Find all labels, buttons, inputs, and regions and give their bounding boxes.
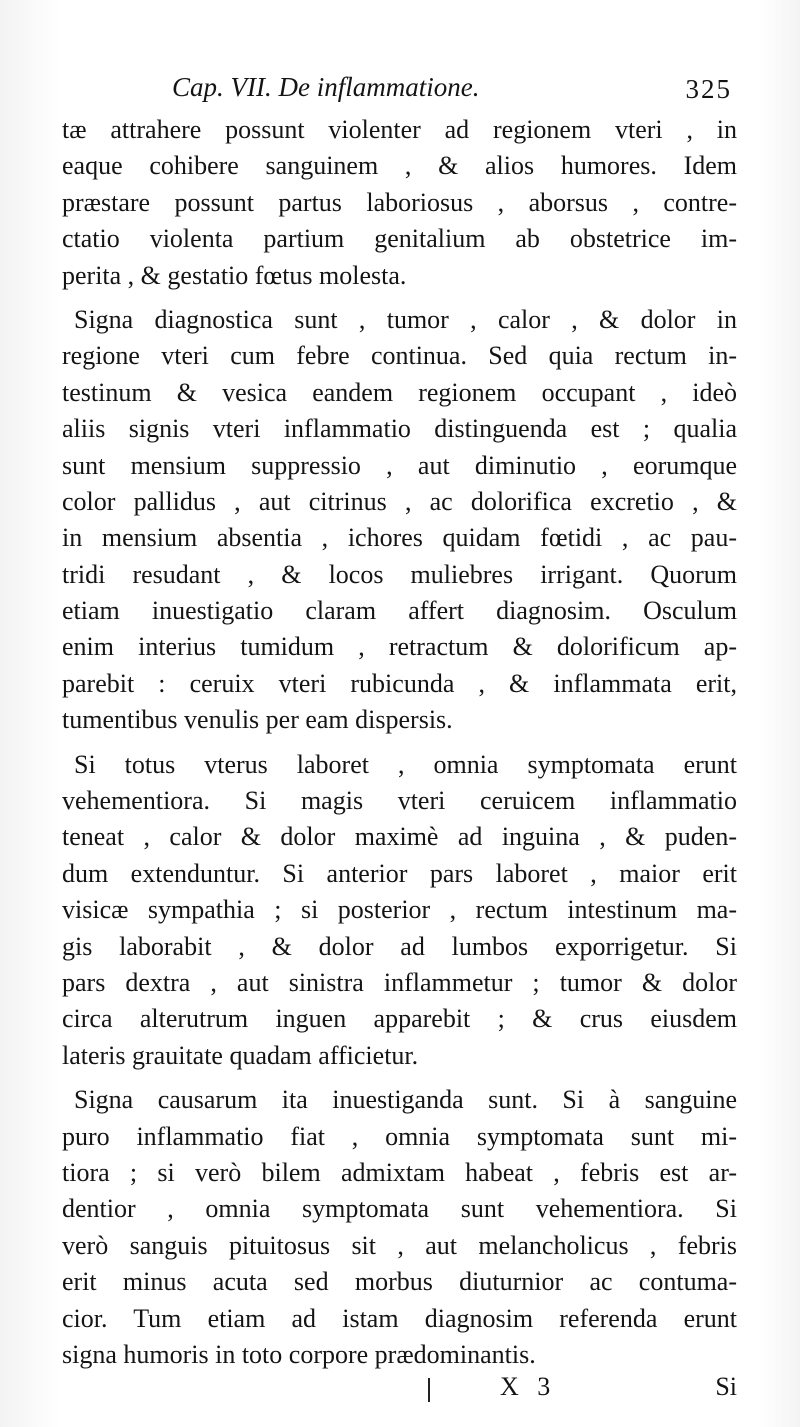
running-header — [172, 72, 732, 112]
text-line: etiam inuestigatio claram affert diagnosim. Osculum — [62, 596, 737, 626]
page-footer — [62, 1372, 737, 1412]
text-line: Si totus vterus laboret , omnia symptomata erunt — [74, 749, 737, 779]
text-line: pars dextra , aut sinistra inflammetur ; tumor & dolor — [62, 967, 737, 997]
text-body — [62, 112, 737, 1373]
text-line: gis laborabit , & dolor ad lumbos exporrigetur. Si — [62, 931, 737, 961]
paragraph — [62, 747, 737, 1075]
catchword: Si — [715, 1372, 737, 1401]
text-line: ctatio violenta partium genitalium ab obstetrice im- — [62, 224, 737, 254]
text-line: sunt mensium suppressio , aut diminutio , eorumque — [62, 450, 737, 480]
text-line: erit minus acuta sed morbus diuturnior ac contuma- — [62, 1267, 737, 1297]
page-number: 325 — [685, 74, 732, 104]
text-line: enim interius tumidum , retractum & dolorificum ap- — [62, 632, 737, 662]
text-line: puro inflammatio fiat , omnia symptomata sunt mi- — [62, 1121, 737, 1151]
text-line: visicæ sympathia ; si posterior , rectum intestinum ma- — [62, 895, 737, 925]
text-line: color pallidus , aut citrinus , ac dolorifica excretio , & — [62, 486, 737, 516]
paragraph-gap — [62, 294, 737, 302]
paragraph — [62, 1082, 737, 1373]
running-title: Cap. VII. De inflammatione. — [172, 72, 480, 102]
text-line: regione vteri cum febre continua. Sed quia rectum in- — [62, 341, 737, 371]
margin-mark — [428, 1378, 430, 1402]
paragraph-gap — [62, 739, 737, 747]
text-line: circa alterutrum inguen apparebit ; & crus eiusdem — [62, 1004, 737, 1034]
text-line: in mensium absentia , ichores quidam fœtidi , ac pau- — [62, 523, 737, 553]
text-line: dum extenduntur. Si anterior pars laboret , maior erit — [62, 858, 737, 888]
text-line: dentior , omnia symptomata sunt vehementiora. Si — [62, 1194, 737, 1224]
text-line: eaque cohibere sanguinem , & alios humores. Idem — [62, 151, 737, 181]
paragraph — [62, 302, 737, 739]
text-line: tiora ; si verò bilem admixtam habeat , febris est ar- — [62, 1157, 737, 1187]
text-line: perita , & gestatio fœtus molesta. — [62, 260, 407, 290]
paragraph-gap — [62, 1074, 737, 1082]
text-line: Signa causarum ita inuestiganda sunt. Si à sanguine — [74, 1085, 737, 1115]
text-line: lateris grauitate quadam afficietur. — [62, 1040, 419, 1070]
text-line: Signa diagnostica sunt , tumor , calor , & dolor in — [74, 304, 737, 334]
text-line: verò sanguis pituitosus sit , aut melancholicus , febris — [62, 1230, 737, 1260]
text-line: teneat , calor & dolor maximè ad inguina , & puden- — [62, 822, 737, 852]
text-line: vehementiora. Si magis vteri ceruicem inflammatio — [62, 786, 737, 816]
paragraph — [62, 112, 737, 294]
text-line: tæ attrahere possunt violenter ad regionem vteri , in — [62, 115, 737, 144]
text-line: præstare possunt partus laboriosus , aborsus , contre- — [62, 187, 737, 217]
text-line: tumentibus venulis per eam dispersis. — [62, 705, 453, 735]
text-line: cior. Tum etiam ad istam diagnosim referenda erunt — [62, 1303, 737, 1333]
signature-mark: X 3 — [500, 1372, 557, 1401]
text-line: testinum & vesica eandem regionem occupant , ideò — [62, 377, 737, 407]
text-line: aliis signis vteri inflammatio distinguenda est ; qualia — [62, 414, 737, 444]
text-line: signa humoris in toto corpore prædominantis. — [62, 1339, 536, 1369]
text-line: parebit : ceruix vteri rubicunda , & inflammata erit, — [62, 668, 737, 698]
text-line: tridi resudant , & locos muliebres irrigant. Quorum — [62, 559, 737, 589]
